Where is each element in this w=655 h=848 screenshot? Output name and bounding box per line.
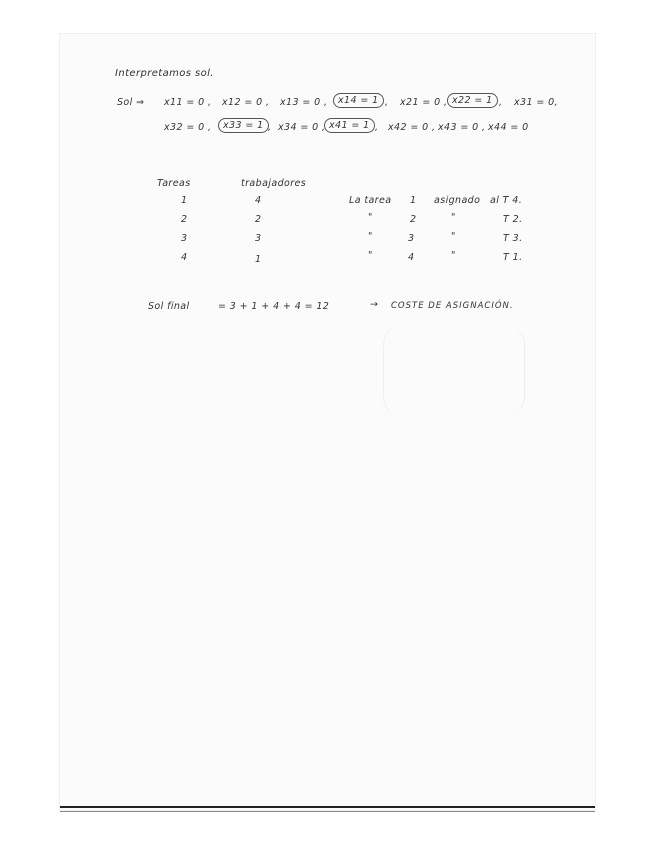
sol-comma-3: , [268,122,272,133]
row-note-c: " [451,212,456,223]
row-note-b: 2 [410,214,417,225]
scan-bottom-edge [60,806,595,812]
sol-x33-circled [218,118,272,133]
sol-x44: x44 = 0 [488,122,529,133]
row-note-b: 1 [410,195,417,206]
tarea-cell: 3 [180,233,188,244]
final-label: Sol final [148,301,190,312]
row-note-a: " [368,250,373,261]
row-note-a: La tarea [349,195,392,206]
row-note-a: " [368,231,373,242]
tarea-cell: 1 [180,195,188,206]
sol-x42: x42 = 0 , [388,122,436,133]
table-header-trabajadores: trabajadores [241,178,307,189]
trabajador-cell: 3 [254,233,262,244]
sol-x14-circled [333,93,384,108]
sol-x43: x43 = 0 , [438,122,486,133]
final-description: COSTE DE ASIGNACIÓN. [391,301,514,311]
bleed-through-matrix [383,325,525,417]
sol-x22: x22 = 1 [447,93,498,108]
sol-x41-circled [324,118,375,133]
row-note-c: " [451,250,456,261]
sol-x41: x41 = 1 [324,118,375,133]
sol-x33: x33 = 1 [218,118,269,133]
sol-comma-4: , [375,122,379,133]
sol-x12: x12 = 0 , [222,97,270,108]
sol-x22-circled [447,93,498,108]
trabajador-cell: 4 [254,195,262,206]
row-note-d: T 3. [503,233,523,244]
sol-x34: x34 = 0 , [278,122,326,133]
row-note-b: 4 [408,252,415,263]
sol-comma-2: , [499,97,503,108]
trabajador-cell: 1 [254,254,262,265]
row-note-d: T 1. [503,252,523,263]
sol-x14: x14 = 1 [333,93,384,108]
row-note-d: al T 4. [490,195,523,206]
solution-prefix: Sol ⇒ [117,97,145,108]
sol-x31: x31 = 0, [514,97,558,108]
final-arrow: → [370,299,379,310]
row-note-c: asignado [434,195,481,206]
table-header-tareas: Tareas [157,178,191,189]
row-note-a: " [368,212,373,223]
row-note-c: " [451,231,456,242]
trabajador-cell: 2 [254,214,262,225]
tarea-cell: 2 [180,214,188,225]
tarea-cell: 4 [180,252,188,263]
sol-x32: x32 = 0 , [164,122,212,133]
row-note-b: 3 [408,233,415,244]
sol-x11: x11 = 0 , [164,97,212,108]
sol-x13: x13 = 0 , [280,97,328,108]
header-label: Interpretamos sol. [115,68,214,79]
sol-x21: x21 = 0 , [400,97,448,108]
sol-comma-1: , [385,97,389,108]
row-note-d: T 2. [503,214,523,225]
final-equation: = 3 + 1 + 4 + 4 = 12 [218,301,330,312]
paper-sheet [60,34,595,810]
